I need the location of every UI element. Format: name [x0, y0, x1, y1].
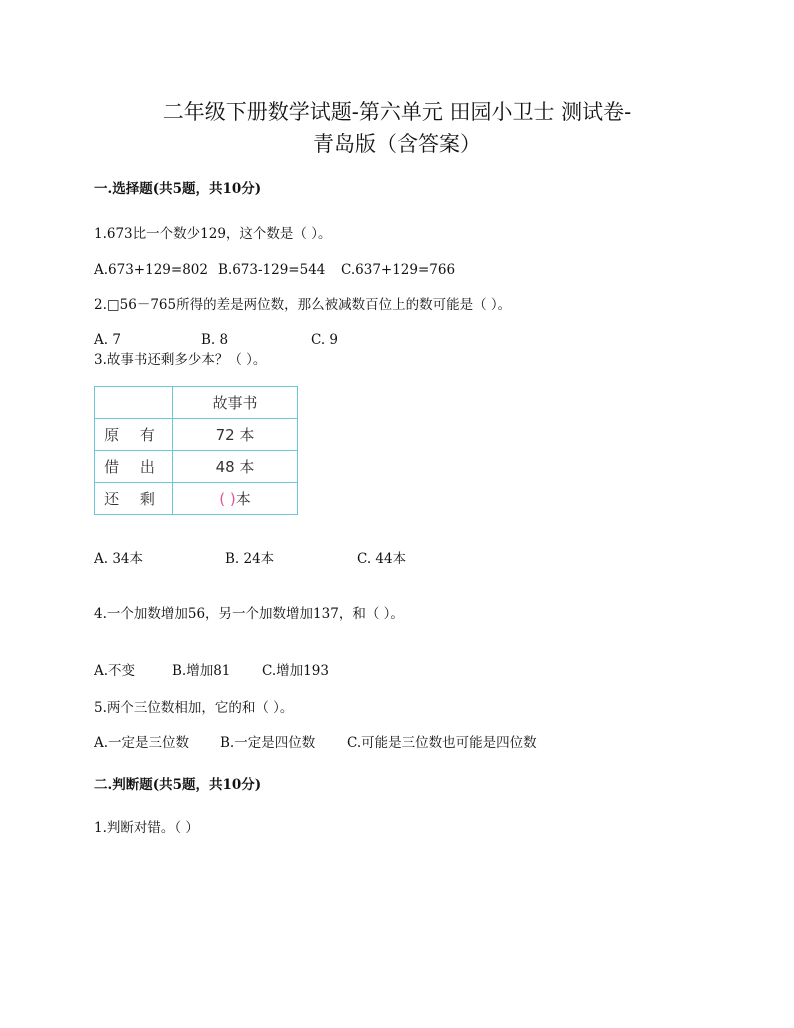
- table-row: [95, 387, 298, 419]
- question-2: 2.□56－765所得的差是两位数，那么被减数百位上的数可能是（ ）。: [94, 297, 512, 313]
- unit-label: 本: [235, 490, 251, 508]
- row-value: 48 本: [173, 451, 298, 483]
- q3-option-b: B. 24本: [225, 551, 275, 567]
- question-1: 1.673比一个数少129，这个数是（ ）。: [94, 226, 332, 242]
- row-value-blank: [173, 483, 298, 515]
- q2-option-b: B. 8: [201, 332, 229, 348]
- q5-option-a: A.一定是三位数: [94, 735, 190, 751]
- answer-blank: ( ): [219, 490, 236, 508]
- title-line-1: 二年级下册数学试题-第六单元 田园小卫士 测试卷-: [162, 100, 632, 124]
- table-header-cell: 故事书: [173, 387, 298, 419]
- page-title: [0, 96, 794, 160]
- q1-option-a: A.673+129=802: [94, 262, 208, 278]
- row-label: 还 剩: [95, 483, 173, 515]
- q2-option-c: C. 9: [311, 332, 339, 348]
- question-3: 3.故事书还剩多少本？（ ）。: [94, 352, 267, 368]
- row-value: 72 本: [173, 419, 298, 451]
- q2-option-a: A. 7: [94, 332, 121, 348]
- q1-option-b: B.673-129=544: [218, 262, 326, 278]
- q1-option-c: C.637+129=766: [341, 262, 456, 278]
- question-5: 5.两个三位数相加，它的和（ ）。: [94, 700, 294, 716]
- title-line-2: 青岛版（含答案）: [313, 132, 481, 156]
- q5-option-b: B.一定是四位数: [220, 735, 316, 751]
- table-corner-cell: [95, 387, 173, 419]
- row-label: 借 出: [95, 451, 173, 483]
- judgment-1: 1.判断对错。（ ）: [94, 820, 199, 836]
- q4-option-c: C.增加193: [262, 663, 329, 679]
- books-table: [94, 386, 298, 515]
- section-2-heading: 二.判断题(共5题，共10分): [94, 777, 262, 793]
- table-row: [95, 451, 298, 483]
- table-row: [95, 419, 298, 451]
- q5-option-c: C.可能是三位数也可能是四位数: [347, 735, 537, 751]
- question-4: 4.一个加数增加56，另一个加数增加137，和（ ）。: [94, 606, 404, 622]
- table-row: [95, 483, 298, 515]
- q3-option-c: C. 44本: [357, 551, 407, 567]
- row-label: 原 有: [95, 419, 173, 451]
- q4-option-b: B.增加81: [172, 663, 231, 679]
- section-1-heading: 一.选择题(共5题，共10分): [94, 181, 262, 197]
- q3-option-a: A. 34本: [94, 551, 144, 567]
- q4-option-a: A.不变: [94, 663, 136, 679]
